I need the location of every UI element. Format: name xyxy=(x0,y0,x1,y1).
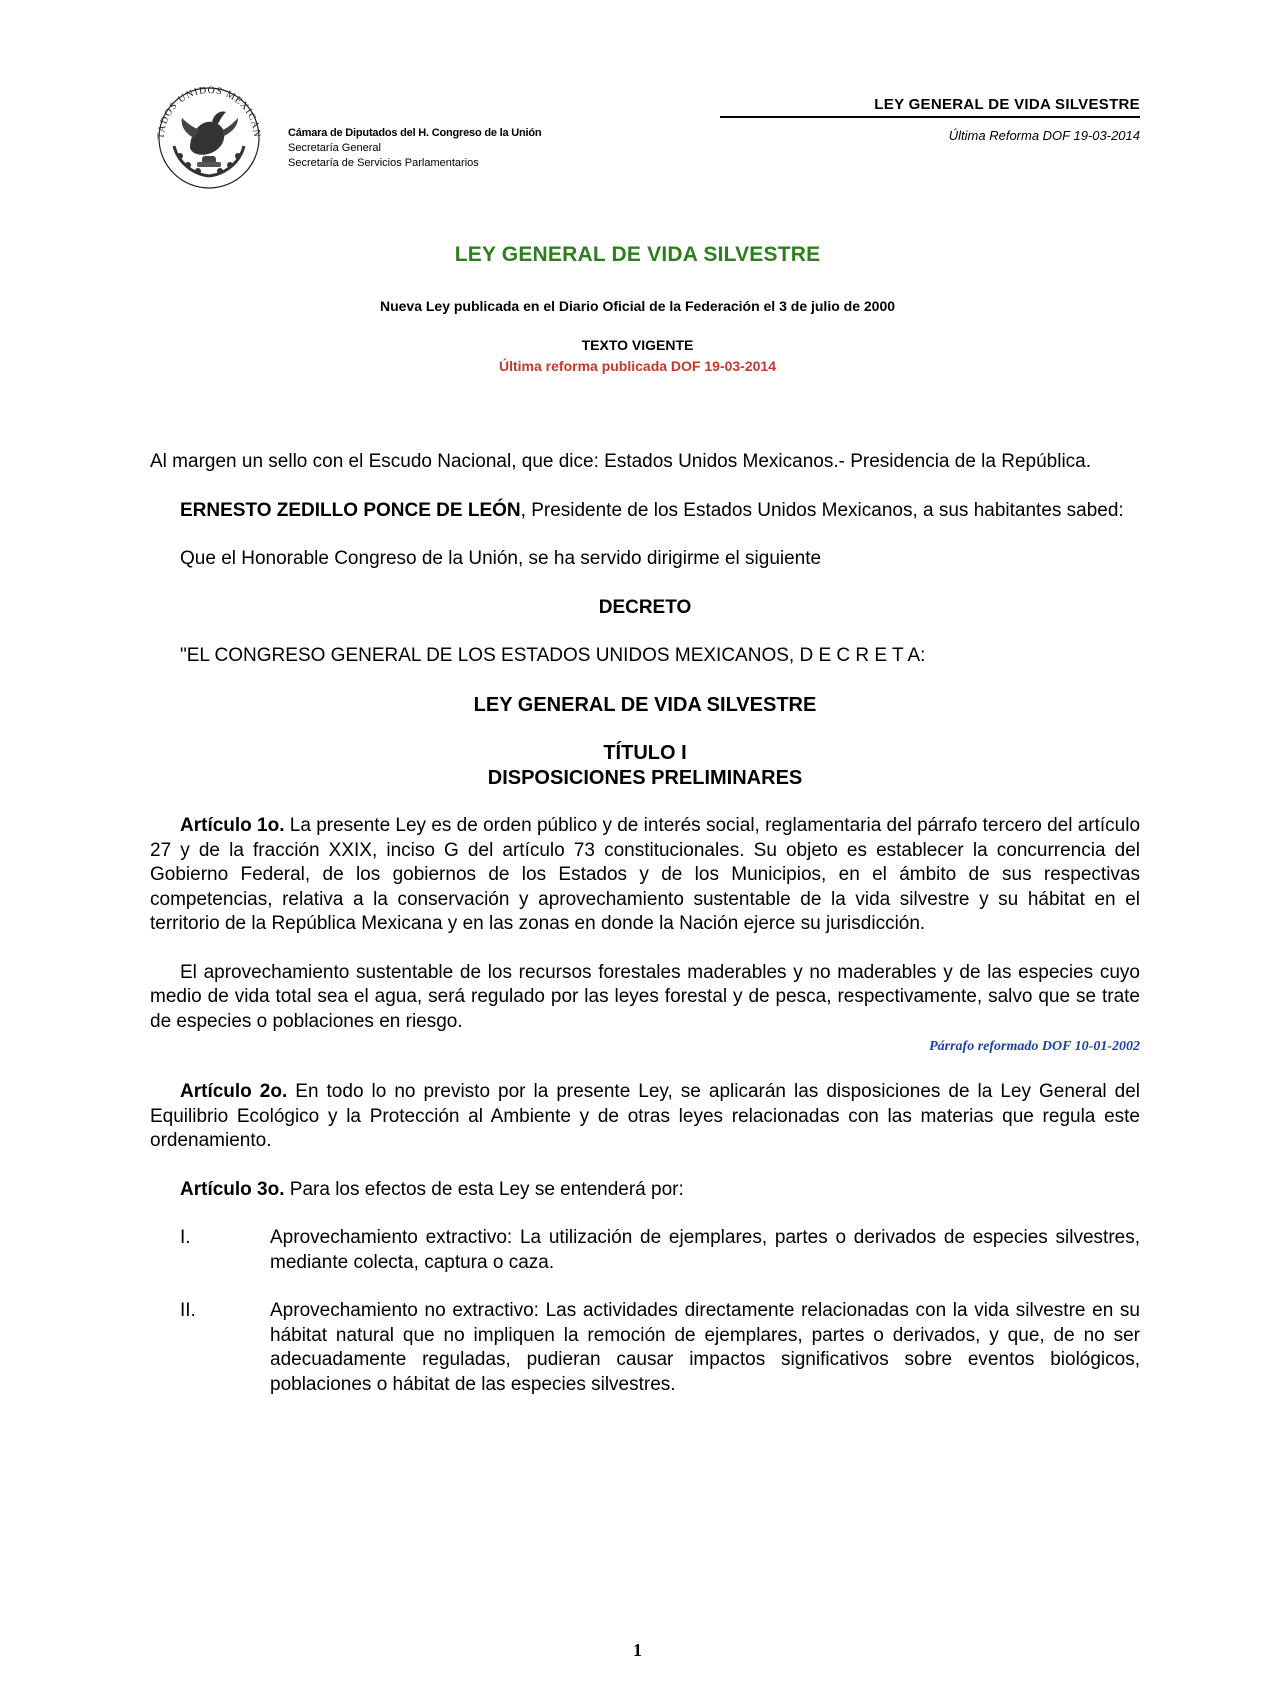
eagle-seal-icon xyxy=(150,76,268,194)
article-3-label: Artículo 3o. xyxy=(180,1178,285,1200)
document-body xyxy=(150,450,1140,1397)
definition-text: Aprovechamiento no extractivo: Las actividades directamente relacionadas con la vida silvestre en su hábitat natural que no impliquen la remoción de ejemplares, partes o derivados, y que, de no ser adecuadamente reguladas, pudieran causar impactos significativos sobre eventos biológicos, poblaciones o hábitat de las especies silvestres. xyxy=(270,1300,1140,1395)
president-name: ERNESTO ZEDILLO PONCE DE LEÓN xyxy=(180,499,521,521)
institution-name: Cámara de Diputados del H. Congreso de la Unión xyxy=(288,127,542,139)
reform-note: Párrafo reformado DOF 10-01-2002 xyxy=(929,1039,1140,1054)
congreso-decreta: "EL CONGRESO GENERAL DE LOS ESTADOS UNIDOS MEXICANOS, D E C R E T A: xyxy=(180,645,926,666)
page-number: 1 xyxy=(633,1640,642,1660)
article-1-label: Artículo 1o. xyxy=(180,815,285,836)
margin-seal-paragraph: Al margen un sello con el Escudo Nacional, que dice: Estados Unidos Mexicanos.- Presidencia de la República. xyxy=(150,451,1092,472)
article-1 xyxy=(150,814,1140,937)
titulo-heading: TÍTULO I xyxy=(603,742,687,764)
header-law-name: LEY GENERAL DE VIDA SILVESTRE xyxy=(720,96,1140,118)
law-header xyxy=(720,96,1140,143)
national-seal xyxy=(150,76,268,194)
law-heading: LEY GENERAL DE VIDA SILVESTRE xyxy=(473,693,817,716)
decreto-heading: DECRETO xyxy=(598,596,692,618)
svg-text:ESTADOS UNIDOS MEXICANOS: TADOS UNIDOS MEXICAN xyxy=(155,84,263,140)
disposiciones-heading: DISPOSICIONES PRELIMINARES xyxy=(487,766,803,789)
document-title: LEY GENERAL DE VIDA SILVESTRE xyxy=(454,243,821,266)
president-paragraph xyxy=(150,499,1140,524)
congress-paragraph: Que el Honorable Congreso de la Unión, se ha servido dirigirme el siguiente xyxy=(180,548,822,569)
department-parliamentary: Secretaría de Servicios Parlamentarios xyxy=(288,157,479,169)
article-2 xyxy=(150,1080,1140,1154)
article-2-text: En todo lo no previsto por la presente Ley, se aplicarán las disposiciones de la Ley General del Equilibrio Ecológico y la Protección al Ambiente y de otras leyes relacionadas con las materias que regula este ordenamiento. xyxy=(150,1081,1140,1151)
definition-item xyxy=(150,1226,1140,1275)
president-text: , Presidente de los Estados Unidos Mexicanos, a sus habitantes sabed: xyxy=(520,499,1124,521)
texto-vigente: TEXTO VIGENTE xyxy=(581,337,694,353)
department-general: Secretaría General xyxy=(288,142,381,154)
definition-number: I. xyxy=(180,1227,191,1248)
publication-note: Nueva Ley publicada en el Diario Oficial de la Federación el 3 de julio de 2000 xyxy=(379,298,896,314)
article-1-text: La presente Ley es de orden público y de interés social, reglamentaria del párrafo tercero del artículo 27 y de la fracción XXIX, inciso G del artículo 73 constitucionales. Su objeto es establecer la concurrencia del Gobierno Federal, de los gobiernos de los Estados y de los Municipios, en el ámbito de sus respectivas competencias, relativa a la conservación y aprovechamiento sustentable de la vida silvestre y su hábitat en el territorio de la República Mexicana y en las zonas en donde la Nación ejerce su jurisdicción. xyxy=(150,815,1141,934)
article-3-text: Para los efectos de esta Ley se entenderá por: xyxy=(284,1178,684,1200)
definition-text: Aprovechamiento extractivo: La utilización de ejemplares, partes o derivados de especies silvestres, mediante colecta, captura o caza. xyxy=(270,1227,1140,1273)
header-last-reform: Última Reforma DOF 19-03-2014 xyxy=(948,128,1140,143)
definition-item xyxy=(150,1299,1140,1397)
article-2-label: Artículo 2o. xyxy=(180,1081,288,1102)
institution-header xyxy=(288,126,541,171)
article-3 xyxy=(150,1178,1140,1203)
ultima-reforma-note: Última reforma publicada DOF 19-03-2014 xyxy=(499,358,776,374)
definition-number: II. xyxy=(180,1300,196,1321)
article-1-paragraph-2: El aprovechamiento sustentable de los recursos forestales maderables y no maderables y de las especies cuyo medio de vida total sea el agua, será regulado por las leyes forestal y de pesca, respectivamente, salvo que se trate de especies o poblaciones en riesgo. xyxy=(150,961,1140,1032)
